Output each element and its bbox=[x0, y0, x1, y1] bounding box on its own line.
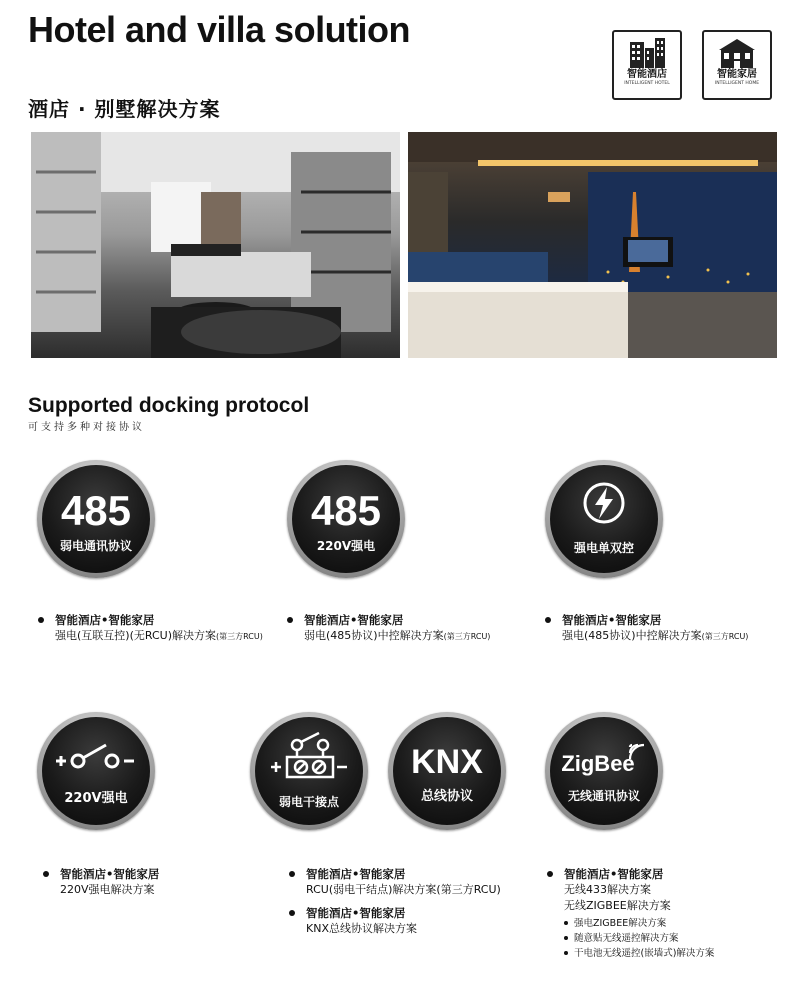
brand-hotel-en: INTELLIGENT HOTEL bbox=[624, 81, 670, 86]
hotel-room-photo bbox=[408, 132, 777, 358]
badge-label: 强电单双控 bbox=[573, 541, 634, 555]
lightning-icon bbox=[582, 481, 626, 525]
badge-label: 无线通讯协议 bbox=[567, 789, 640, 803]
block-note: (第三方RCU) bbox=[443, 632, 491, 641]
villa-interior-photo bbox=[31, 132, 400, 358]
badge-zigbee-text: ZigBee bbox=[561, 751, 635, 776]
wireless-signal-icon bbox=[628, 739, 650, 761]
block-heading: 智能酒店•智能家居 bbox=[562, 612, 748, 628]
list-item: 干电池无线遥控(嵌墙式)解决方案 bbox=[564, 946, 714, 961]
block-line: 强电(485协议)中控解决方案 bbox=[562, 629, 702, 642]
solution-block-6 bbox=[306, 905, 417, 937]
block-line: KNX总线协议解决方案 bbox=[306, 922, 417, 935]
block-heading: 智能酒店•智能家居 bbox=[304, 612, 490, 628]
badge-single-dual-control bbox=[545, 460, 663, 578]
badge-485-strong-current bbox=[287, 460, 405, 578]
section-title: Supported docking protocol bbox=[28, 394, 310, 417]
solution-block-5 bbox=[306, 866, 501, 898]
hotel-scene bbox=[408, 132, 777, 358]
switch-icon bbox=[54, 739, 138, 779]
block-line: 无线433解决方案 bbox=[564, 883, 651, 896]
list-item: 随意贴无线遥控解决方案 bbox=[564, 931, 714, 946]
badge-220v-switch bbox=[37, 712, 155, 830]
hotel-building-icon bbox=[628, 38, 666, 68]
badge-label: 220V强电 bbox=[316, 539, 376, 553]
intelligent-hotel-logo bbox=[612, 30, 682, 100]
block-line-2: 无线ZIGBEE解决方案 bbox=[564, 899, 671, 912]
badge-zigbee bbox=[545, 712, 663, 830]
badge-label: 总线协议 bbox=[420, 789, 473, 804]
brand-home-cn: 智能家居 bbox=[717, 69, 757, 80]
dry-contact-icon bbox=[269, 731, 349, 783]
badge-dry-contact bbox=[250, 712, 368, 830]
page-title: Hotel and villa solution bbox=[28, 9, 411, 50]
block-heading: 智能酒店•智能家居 bbox=[306, 905, 417, 921]
badge-485-number: 485 bbox=[60, 487, 132, 534]
block-line: RCU(弱电干结点)解决方案(第三方RCU) bbox=[306, 883, 501, 896]
badge-label: 弱电通讯协议 bbox=[59, 539, 132, 553]
block-heading: 智能酒店•智能家居 bbox=[306, 866, 501, 882]
brand-home-en: INTELLIGENT HOME bbox=[714, 81, 760, 86]
badge-label: 弱电干接点 bbox=[278, 795, 339, 809]
intelligent-home-logo bbox=[702, 30, 772, 100]
block-heading: 智能酒店•智能家居 bbox=[55, 612, 263, 628]
solution-block-2 bbox=[304, 612, 490, 645]
block-line: 弱电(485协议)中控解决方案 bbox=[304, 629, 444, 642]
house-icon bbox=[717, 38, 757, 68]
brand-hotel-cn: 智能酒店 bbox=[627, 69, 667, 80]
badge-knx-text: KNX bbox=[411, 743, 483, 781]
badge-485-number: 485 bbox=[310, 487, 382, 534]
solution-block-1 bbox=[55, 612, 263, 645]
solution-block-3 bbox=[562, 612, 748, 645]
solution-block-4 bbox=[60, 866, 159, 898]
block-heading: 智能酒店•智能家居 bbox=[60, 867, 160, 881]
block-heading: 智能酒店•智能家居 bbox=[564, 866, 714, 882]
badge-label: 220V强电 bbox=[64, 791, 128, 806]
block-note: (第三方RCU) bbox=[216, 632, 263, 641]
section-subtitle-cn: 可支持多种对接协议 bbox=[28, 422, 145, 433]
badge-485-weak-current bbox=[37, 460, 155, 578]
solution-block-7 bbox=[564, 866, 714, 961]
badge-knx bbox=[388, 712, 506, 830]
villa-scene bbox=[31, 132, 400, 358]
list-item: 强电ZIGBEE解决方案 bbox=[564, 916, 714, 931]
block-note: (第三方RCU) bbox=[701, 632, 749, 641]
page-subtitle-cn: 酒店 · 别墅解决方案 bbox=[28, 97, 221, 121]
block-line: 220V强电解决方案 bbox=[60, 883, 155, 896]
block-line: 强电(互联互控)(无RCU)解决方案 bbox=[55, 629, 216, 642]
